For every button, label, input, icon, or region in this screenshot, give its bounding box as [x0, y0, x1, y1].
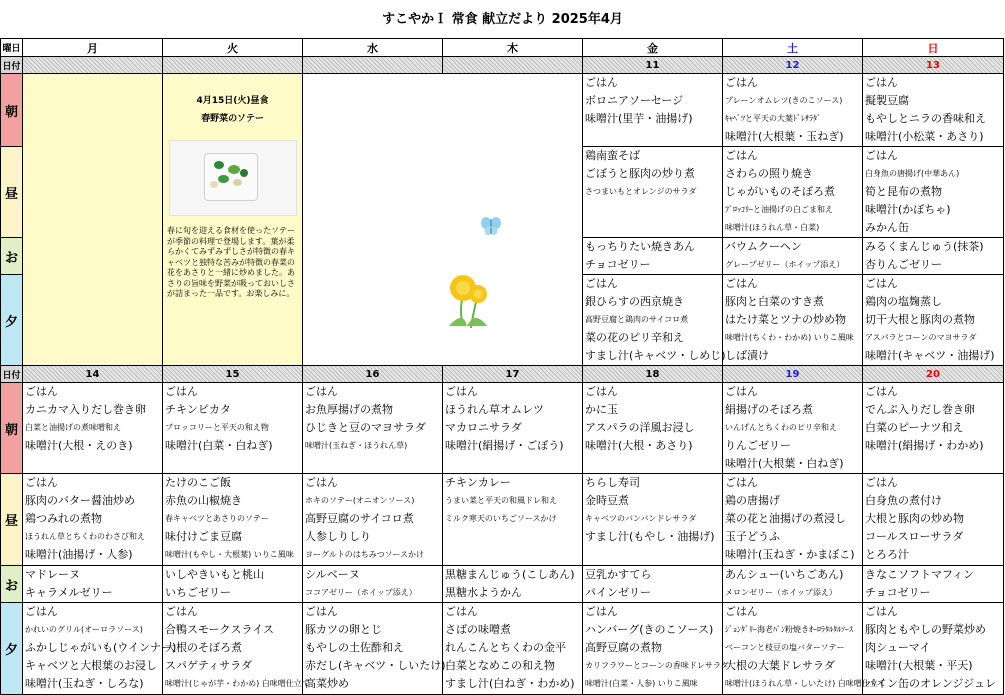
menu-item: ごはん: [865, 76, 898, 89]
menu-item: 味噌汁(ほうれん草・白菜): [725, 223, 820, 232]
menu-item: あんシュー(いちごあん): [725, 568, 844, 581]
menu-item: 大根の大葉ドレサラダ: [725, 659, 835, 672]
menu-item: アスパラの洋風お浸し: [585, 421, 695, 434]
meal-label-yu: 夕: [1, 275, 23, 366]
w2-thu-oyatsu: [443, 566, 583, 603]
menu-item: 味噌汁(ちくわ・わかめ) いりこ風味: [725, 333, 854, 342]
menu-item: ごはん: [865, 605, 898, 618]
dish-photo: [169, 140, 297, 216]
menu-item: さわらの照り焼き: [725, 167, 813, 180]
menu-item: ボロニアソーセージ: [585, 94, 684, 107]
menu-item: 菜の花と油揚げの煮浸し: [725, 512, 846, 525]
menu-item: 味噌汁(大根葉・玉ねぎ): [725, 130, 844, 143]
w1-fri-oyatsu: [583, 238, 723, 275]
menu-item: うまい菜と平天の和風ドレ和え: [445, 496, 557, 505]
menu-item: キャベツのバンバンドレサラダ: [585, 514, 697, 523]
menu-item: ホキのソテー(オニオンソース): [305, 496, 415, 505]
meal-label-asa: 朝: [1, 74, 23, 147]
menu-item: メロンゼリー（ホイップ添え）: [725, 588, 837, 597]
menu-item: 大根のそぼろ煮: [165, 641, 242, 654]
bowl-icon: [204, 153, 258, 201]
menu-item: 白菜となめこの和え物: [445, 659, 555, 672]
menu-item: かれいのグリル(オーロラソース): [25, 625, 143, 634]
menu-item: グレープゼリー（ホイップ添え）: [725, 260, 845, 269]
menu-item: 味噌汁(ほうれん草・しいたけ) 白味噌仕立て: [725, 679, 886, 688]
menu-item: ごはん: [725, 385, 758, 398]
header-fri: 金: [583, 39, 723, 57]
date-sun: 13: [863, 57, 1004, 74]
menu-item: 白菜のピーナツ和え: [865, 421, 964, 434]
menu-item: 白菜と油揚げの煮味噌和え: [25, 423, 121, 432]
w2-tue-asa: [163, 383, 303, 474]
menu-item: ごはん: [725, 149, 758, 162]
week2-oyatsu-row: [1, 566, 1004, 603]
w2-thu-hiru: [443, 474, 583, 566]
menu-item: ごはん: [445, 385, 478, 398]
week2-hiru-row: [1, 474, 1004, 566]
menu-item: 豚カツの卵とじ: [305, 623, 382, 636]
menu-item: ごはん: [725, 277, 758, 290]
menu-item: 味噌汁(玉ねぎ・かまぼこ): [725, 548, 855, 561]
meal-label-oyatsu: お: [1, 238, 23, 275]
menu-item: ごはん: [865, 476, 898, 489]
menu-item: キャベツと大根葉のお浸し: [25, 659, 157, 672]
menu-item: 大根と豚肉の炒め物: [865, 512, 964, 525]
menu-item: 味噌汁(里芋・油揚げ): [585, 112, 693, 125]
menu-item: ごはん: [725, 605, 758, 618]
menu-item: 味噌汁(じゃが芋・わかめ) 白味噌仕立て: [165, 679, 310, 688]
menu-item: 味噌汁(大根葉・平天): [865, 659, 973, 672]
menu-item: ハンバーグ(きのこソース): [585, 623, 714, 636]
menu-item: 味噌汁(白菜・白ねぎ): [165, 439, 273, 452]
date-sat: 12: [723, 57, 863, 74]
menu-item: ごはん: [445, 605, 478, 618]
menu-item: みるくまんじゅう(抹茶): [865, 240, 984, 253]
date-row-week1: [1, 57, 1004, 74]
menu-item: 黒糖水ようかん: [445, 586, 522, 599]
menu-item: ごはん: [305, 385, 338, 398]
w2-thu-yu: [443, 603, 583, 695]
meal-label-oyatsu-2: お: [1, 566, 23, 603]
w2-wed-asa: [303, 383, 443, 474]
menu-item: 味噌汁(白菜・人参) いりこ風味: [585, 679, 698, 688]
menu-item: 味噌汁(小松菜・あさり): [865, 130, 984, 143]
w1-fri-yu: [583, 275, 726, 366]
menu-item: ごぼうと豚肉の炒り煮: [585, 167, 695, 180]
menu-item: とろろ汁: [865, 548, 909, 561]
date-fri-18: 18: [583, 366, 723, 383]
feature-dish: 春野菜のソテー: [201, 114, 264, 124]
menu-table: [0, 38, 1004, 695]
menu-item: シルベーヌ: [305, 568, 360, 581]
menu-item: しば漬け: [725, 349, 769, 362]
date-fri: 11: [583, 57, 723, 74]
menu-item: チョコゼリー: [865, 586, 931, 599]
menu-item: 味噌汁(玉ねぎ・しろな): [25, 677, 144, 690]
w2-sun-oyatsu: [863, 566, 1004, 603]
menu-item: 味噌汁(もやし・大根葉) いりこ風味: [165, 550, 294, 559]
meal-label-yu-2: 夕: [1, 603, 23, 695]
w1-sun-hiru: [863, 147, 1004, 238]
date-label: 日付: [1, 57, 23, 74]
menu-item: すまし汁(もやし・油揚げ): [585, 530, 715, 543]
menu-item: 菜の花のピリ辛和え: [585, 331, 684, 344]
meal-label-asa-2: 朝: [1, 383, 23, 474]
menu-item: 春キャベツとあさりのソテー: [165, 514, 269, 523]
menu-item: じゃがいものそぼろ煮: [725, 185, 835, 198]
menu-item: いしやきいもと桃山: [165, 568, 264, 581]
w1-fri-hiru: [583, 147, 723, 238]
menu-item: 金時豆煮: [585, 494, 629, 507]
w2-wed-hiru: [303, 474, 443, 566]
menu-item: ごはん: [165, 605, 198, 618]
menu-item: 赤だし(キャベツ・しいたけ): [305, 659, 446, 672]
menu-item: 擬製豆腐: [865, 94, 909, 107]
menu-item: 味噌汁(キャベツ・油揚げ): [865, 349, 995, 362]
menu-item: ベーコンと枝豆の塩バターソテー: [725, 643, 845, 652]
menu-item: アスパラとコーンのマヨサラダ: [865, 333, 977, 342]
date-sat-19: 19: [723, 366, 863, 383]
w1-sat-oyatsu: [723, 238, 863, 275]
w2-mon-oyatsu: [23, 566, 163, 603]
menu-item: ごはん: [725, 76, 758, 89]
menu-item: 銀ひらすの西京焼き: [585, 295, 684, 308]
menu-item: ごはん: [585, 277, 618, 290]
menu-item: いちごゼリー: [165, 586, 231, 599]
meal-label-hiru-2: 昼: [1, 474, 23, 566]
menu-item: 豆乳かすてら: [585, 568, 652, 581]
menu-item: ちらし寿司: [585, 476, 640, 489]
menu-item: 筍と昆布の煮物: [865, 185, 942, 198]
youbi-label: 曜日: [1, 39, 23, 57]
w2-fri-asa: [583, 383, 723, 474]
date-sun-20: 20: [863, 366, 1004, 383]
w2-wed-oyatsu: [303, 566, 443, 603]
menu-item: 味付けごま豆腐: [165, 530, 242, 543]
w1-sun-yu: [863, 275, 1004, 366]
menu-item: 鶏の唐揚げ: [725, 494, 780, 507]
menu-item: 杏りんごゼリー: [865, 258, 942, 271]
menu-item: ほうれん草とちくわのわさび和え: [25, 532, 145, 541]
menu-item: もっちりたい焼きあん: [585, 240, 695, 253]
menu-item: ふかしじゃがいも(ウインナー): [25, 641, 177, 654]
menu-item: いんげんとちくわのピリ辛和え: [725, 423, 837, 432]
menu-item: 味噌汁(かぼちゃ): [865, 203, 951, 216]
header-tue: 火: [163, 39, 303, 57]
menu-item: 豚肉のバター醤油炒め: [25, 494, 135, 507]
menu-item: マドレーヌ: [25, 568, 80, 581]
w2-wed-yu: [303, 603, 446, 695]
w2-sat-oyatsu: [723, 566, 863, 603]
menu-item: 鶏つみれの煮物: [25, 512, 102, 525]
menu-item: ごはん: [25, 385, 58, 398]
menu-item: ミルク寒天のいちごソースかけ: [445, 514, 557, 523]
menu-item: 白身魚の煮付け: [865, 494, 942, 507]
menu-item: ごはん: [725, 476, 758, 489]
date-wed-16: 16: [303, 366, 443, 383]
menu-item: パイン缶のオレンジジュレ: [865, 677, 996, 690]
menu-item: すまし汁(キャベツ・しめじ): [585, 349, 726, 362]
w1-sat-yu: [723, 275, 863, 366]
menu-item: ごはん: [865, 385, 898, 398]
feature-description: 春に旬を迎える食材を使ったソテーが季節の料理で登場します。葉が柔らかくてみずみずしさが特徴の春キャベツと独特な苦みが特徴の春菜の花をあさりと一緒に炒めました。あさりの旨味を野菜が吸っておいしさが詰まった一品です。お楽しみに。: [167, 226, 295, 298]
menu-item: りんごゼリー: [725, 439, 791, 452]
date-label-2: 日付: [1, 366, 23, 383]
menu-item: ほうれん草オムレツ: [445, 403, 544, 416]
menu-item: 味噌汁(大根・えのき): [25, 439, 133, 452]
header-mon: 月: [23, 39, 163, 57]
menu-item: スパゲティサラダ: [165, 659, 253, 672]
menu-item: 豚肉ともやしの野菜炒め: [865, 623, 986, 636]
menu-item: カリフラワーとコーンの香味ドレサラダ: [585, 661, 729, 670]
w2-sat-asa: [723, 383, 863, 474]
menu-item: ごはん: [305, 605, 338, 618]
menu-item: ﾌﾞﾛｯｺﾘｰと油揚げの白ごま和え: [725, 205, 833, 214]
menu-item: たけのこご飯: [165, 476, 231, 489]
menu-item: すまし汁(白ねぎ・わかめ): [445, 677, 575, 690]
date-thu-17: 17: [443, 366, 583, 383]
page-title: すこやかＩ 常食 献立だより 2025年4月: [382, 12, 623, 27]
menu-item: さばの味噌煮: [445, 623, 511, 636]
w2-fri-hiru: [583, 474, 723, 566]
w2-sun-yu: [863, 603, 1004, 695]
w2-sun-hiru: [863, 474, 1004, 566]
menu-item: ごはん: [25, 605, 58, 618]
w1-sat-hiru: [723, 147, 863, 238]
menu-item: バウムクーヘン: [725, 240, 802, 253]
menu-item: 高野豆腐の煮物: [585, 641, 662, 654]
menu-item: もやしの土佐酢和え: [305, 641, 404, 654]
menu-item: 味噌汁(油揚げ・人参): [25, 548, 133, 561]
menu-item: 合鴨スモークスライス: [165, 623, 275, 636]
w2-mon-asa: [23, 383, 163, 474]
date-tue-15: 15: [163, 366, 303, 383]
w2-thu-asa: [443, 383, 583, 474]
menu-item: チキンピカタ: [165, 403, 231, 416]
menu-item: ごはん: [865, 277, 898, 290]
menu-item: 味噌汁(大根・あさり): [585, 439, 693, 452]
week2-yu-row: [1, 603, 1004, 695]
menu-item: 味噌汁(大根葉・白ねぎ): [725, 457, 844, 470]
menu-item: 人参しりしり: [305, 530, 371, 543]
menu-item: ブロッコリーと平天の和え物: [165, 423, 269, 432]
menu-item: 玉子どうふ: [725, 530, 780, 543]
w1-sat-asa: [723, 74, 863, 147]
w2-mon-yu: [23, 603, 177, 695]
w2-mon-hiru: [23, 474, 163, 566]
w2-fri-oyatsu: [583, 566, 723, 603]
w1-sun-oyatsu: [863, 238, 1004, 275]
dandelion-icon: [449, 275, 487, 328]
menu-item: キャラメルゼリー: [25, 586, 113, 599]
feature-cell: [163, 74, 303, 366]
menu-item: チョコゼリー: [585, 258, 651, 271]
menu-item: ヨーグルトのはちみつソースかけ: [305, 550, 425, 559]
menu-item: チキンカレー: [445, 476, 511, 489]
menu-item: 赤魚の山椒焼き: [165, 494, 242, 507]
w2-tue-oyatsu: [163, 566, 303, 603]
menu-item: もやしとニラの香味和え: [865, 112, 986, 125]
menu-item: ごはん: [25, 476, 58, 489]
menu-item: 味噌汁(絹揚げ・わかめ): [865, 439, 984, 452]
dandelion-illustration: [303, 74, 583, 360]
w2-sat-yu: [723, 603, 886, 695]
date-row-week2: [1, 366, 1004, 383]
menu-item: 白身魚の唐揚げ(中華あん): [865, 169, 960, 178]
menu-item: でんぷ入りだし巻き卵: [865, 403, 975, 416]
menu-item: さつまいもとオレンジのサラダ: [585, 187, 697, 196]
menu-item: ｷｬﾍﾞﾂと平天の大葉ﾄﾞﾚｻﾗﾀﾞ: [725, 114, 821, 123]
feature-title: 4月15日(火)昼食: [196, 96, 269, 106]
menu-item: マカロニサラダ: [445, 421, 522, 434]
menu-item: はたけ菜とツナの炒め物: [725, 313, 846, 326]
w1-sun-asa: [863, 74, 1004, 147]
menu-item: プレーンオムレツ(きのこソース): [725, 96, 843, 105]
date-mon-14: 14: [23, 366, 163, 383]
header-sat: 土: [723, 39, 863, 57]
menu-item: ココアゼリー（ホイップ添え）: [305, 588, 417, 597]
menu-item: 豚肉と白菜のすき煮: [725, 295, 824, 308]
menu-item: みかん缶: [865, 221, 909, 234]
w2-tue-hiru: [163, 474, 303, 566]
header-thu: 木: [443, 39, 583, 57]
menu-item: パインゼリー: [585, 586, 651, 599]
menu-item: 高野豆腐のサイコロ煮: [305, 512, 414, 525]
week1-asa-row: [1, 74, 1004, 147]
menu-item: ごはん: [585, 385, 618, 398]
menu-item: 肉シューマイ: [865, 641, 931, 654]
menu-item: 高野豆腐と鶏肉のサイコロ煮: [585, 315, 689, 324]
w2-sat-hiru: [723, 474, 863, 566]
blank-monday-cell: [23, 74, 163, 366]
menu-item: 切干大根と豚肉の煮物: [865, 313, 975, 326]
menu-item: ごはん: [865, 149, 898, 162]
blank-wed-thu-cell: [303, 74, 583, 366]
meal-label-hiru: 昼: [1, 147, 23, 238]
menu-item: 鶏肉の塩麹蒸し: [865, 295, 942, 308]
menu-item: かに玉: [585, 403, 618, 416]
menu-item: ｼﾞｮﾝﾀﾞﾘｰ海老ﾊﾟﾝ粉焼きｵｰﾛﾗﾀﾙﾀﾙｿｰｽ: [725, 625, 853, 634]
menu-item: カニカマ入りだし巻き卵: [25, 403, 146, 416]
menu-item: きなこソフトマフィン: [865, 568, 975, 581]
menu-item: 鶏南蛮そば: [585, 149, 640, 162]
menu-item: ごはん: [165, 385, 198, 398]
menu-item: ひじきと豆のマヨサラダ: [305, 421, 426, 434]
menu-item: ごはん: [305, 476, 338, 489]
menu-item: ごはん: [585, 605, 618, 618]
w2-sun-asa: [863, 383, 1004, 474]
butterfly-icon: [481, 217, 501, 235]
weekday-header-row: [1, 39, 1004, 57]
w2-fri-yu: [583, 603, 729, 695]
header-sun: 日: [863, 39, 1004, 57]
menu-item: 黒糖まんじゅう(こしあん): [445, 568, 575, 581]
w2-tue-yu: [163, 603, 310, 695]
menu-item: ごはん: [585, 76, 618, 89]
menu-item: 絹揚げのそぼろ煮: [725, 403, 813, 416]
w1-fri-asa: [583, 74, 723, 147]
header-wed: 水: [303, 39, 443, 57]
menu-item: 高菜炒め: [305, 677, 349, 690]
menu-item: れんこんとちくわの金平: [445, 641, 566, 654]
menu-item: コールスローサラダ: [865, 530, 964, 543]
menu-item: お魚厚揚げの煮物: [305, 403, 393, 416]
week2-asa-row: [1, 383, 1004, 474]
menu-item: 味噌汁(玉ねぎ・ほうれん草): [305, 441, 408, 450]
menu-item: 味噌汁(絹揚げ・ごぼう): [445, 439, 564, 452]
